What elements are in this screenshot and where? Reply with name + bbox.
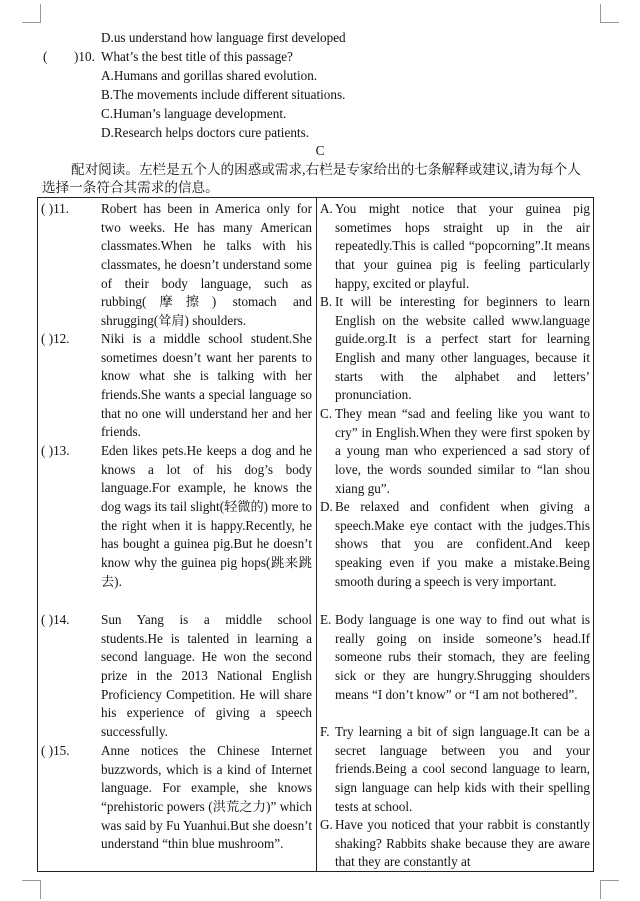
advice-text-g: Have you noticed that your rabbit is constantly shaking? Rabbits shake because they are aware that they are constantly at <box>335 817 590 870</box>
crop-mark-top-right <box>600 4 619 23</box>
table-column-divider <box>316 197 317 872</box>
answer-blank-12: ( )12. <box>41 331 70 346</box>
previous-option-d: D.us understand how language first developed <box>101 30 346 45</box>
question-10-option-a: A.Humans and gorillas shared evolution. <box>101 68 318 83</box>
crop-mark-top-left <box>22 4 41 23</box>
advice-label-e: E. <box>320 612 332 627</box>
question-10-paren: ( <box>43 49 48 64</box>
advice-label-b: B. <box>320 294 333 309</box>
answer-blank-13: ( )13. <box>41 443 70 458</box>
person-text-14: Sun Yang is a middle school students.He is talented in learning a second language. He won the second prize in the 2013 National English Proficiency Competition. He will share his experience of giving a speech successfully. <box>101 612 312 739</box>
person-text-11: Robert has been in America only for two weeks. He has many American classmates.When he talks with his classmates, he doesn’t understand some of their body language, such as rubbing(摩擦) stomach and shrugging(耸肩) shoulders. <box>101 201 312 328</box>
advice-label-c: C. <box>320 406 333 421</box>
question-10-stem: What’s the best title of this passage? <box>101 49 293 64</box>
section-instruction <box>43 161 589 197</box>
advice-text-a: You might notice that your guinea pig sometimes hops straight up in the air repeatedly.This is called “popcorning”.It means that your guinea pig is feeling particularly happy, excited or playful. <box>335 201 590 291</box>
answer-blank-11: ( )11. <box>41 201 70 216</box>
advice-label-g: G. <box>320 817 333 832</box>
advice-item-g <box>320 816 592 872</box>
question-10-option-c: C.Human’s language development. <box>101 106 287 121</box>
advice-label-d: D. <box>320 499 333 514</box>
crop-mark-bottom-right <box>600 880 619 899</box>
advice-label-a: A. <box>320 201 333 216</box>
advice-text-b: It will be interesting for beginners to learn English on the website called www.language guide.org.It is a perfect start for learning English and many other languages, because it starts with the alphabet and letters’ pronunciation. <box>335 294 590 403</box>
question-10-option-b: B.The movements include different situations. <box>101 87 346 102</box>
section-instruction-text: 配对阅读。左栏是五个人的困惑或需求,右栏是专家给出的七条解释或建议,请为每个人选择一条符合其需求的信息。 <box>42 162 581 195</box>
answer-blank-15: ( )15. <box>41 743 70 758</box>
advice-text-c: They mean “sad and feeling like you want to cry” in English.When they were first spoken by a young man who experienced a sad story of love, the words sounded similar to “lan shou xiang gu”. <box>335 406 590 496</box>
section-letter: C <box>315 143 325 158</box>
advice-text-f: Try learning a bit of sign language.It can be a secret language between you and your friends.Being a cool second language to learn, sign language can help kids with their spelling tests at school. <box>335 724 590 814</box>
crop-mark-bottom-left <box>22 880 41 899</box>
advice-label-f: F. <box>320 724 330 739</box>
person-text-12: Niki is a middle school student.She sometimes doesn’t want her parents to know what she is talking with her friends.She wants a special language so that no one will understand her and her friends. <box>101 331 312 440</box>
advice-text-e: Body language is one way to find out what is really going on inside someone’s head.If someone rubs their stomach, they are feeling sick or they are hungry.Shrugging shoulders means “I don’t know” or “I am not bothered”. <box>335 612 590 702</box>
person-text-13: Eden likes pets.He keeps a dog and he knows a lot of his dog’s body language.For example, he knows the dog wags its tail slight(轻微的) more to the right when it is happy.Recently, he has bought a guinea pig.But he doesn’t know why the guinea pig hops(跳来跳去). <box>101 443 312 589</box>
question-10-option-d: D.Research helps doctors cure patients. <box>101 125 309 140</box>
advice-text-d: Be relaxed and confident when giving a speech.Make eye contact with the judges.This shows that you are confident.And keep speaking even if you make a mistake.Being smooth during a speech is very important. <box>335 499 590 589</box>
answer-blank-14: ( )14. <box>41 612 70 627</box>
question-10-number: )10. <box>74 49 95 64</box>
person-text-15: Anne notices the Chinese Internet buzzwords, which is a kind of Internet language. For example, she knows “prehistoric powers (洪荒之力)” which was said by Fu Yuanhui.But she doesn’t understand “thin blue mushroom”. <box>101 743 312 852</box>
